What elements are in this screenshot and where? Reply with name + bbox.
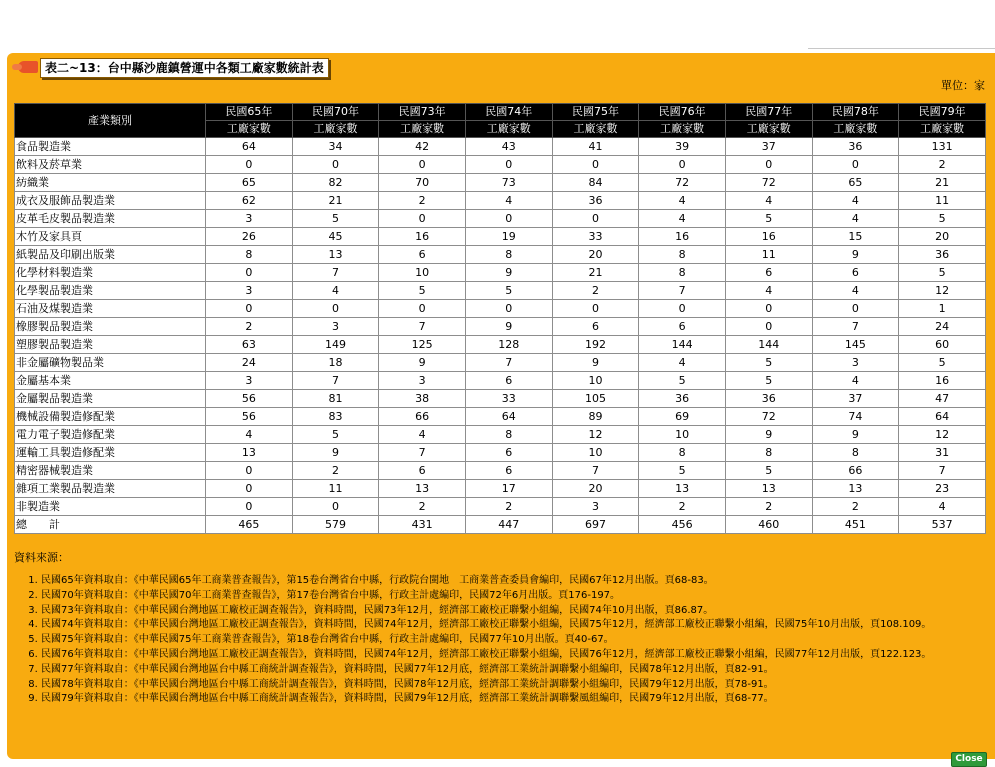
category-cell: 金屬基本業 bbox=[15, 372, 206, 390]
value-cell: 149 bbox=[292, 336, 379, 354]
value-cell: 8 bbox=[206, 246, 293, 264]
value-cell: 460 bbox=[725, 516, 812, 534]
table-row bbox=[15, 156, 986, 174]
value-cell: 4 bbox=[639, 192, 726, 210]
value-cell: 6 bbox=[725, 264, 812, 282]
source-item: 4. 民國74年資料取自：《中華民國台灣地區工廠校正調查報告》，資料時間，民國74年12月，經濟部工廠校正聯繫小組編，民國75年12月，經濟部工廠校正聯繫小組編，民國75年10月出版，頁108.109。 bbox=[41, 618, 995, 633]
value-cell: 0 bbox=[206, 156, 293, 174]
value-cell: 105 bbox=[552, 390, 639, 408]
close-button[interactable]: Close bbox=[951, 752, 987, 767]
table-row bbox=[15, 462, 986, 480]
value-cell: 9 bbox=[812, 246, 899, 264]
value-cell: 3 bbox=[206, 210, 293, 228]
value-cell: 34 bbox=[292, 138, 379, 156]
year-header: 民國70年 bbox=[292, 104, 379, 121]
value-cell: 0 bbox=[812, 156, 899, 174]
category-cell: 化學製品製造業 bbox=[15, 282, 206, 300]
value-cell: 65 bbox=[812, 174, 899, 192]
table-row bbox=[15, 210, 986, 228]
table-row bbox=[15, 444, 986, 462]
source-item: 8. 民國78年資料取自：《中華民國台灣地區台中縣工商統計調查報告》，資料時間，民國78年12月底，經濟部工業統計調聯繫小組編印，民國79年12月出版，頁78-91。 bbox=[41, 678, 995, 693]
value-cell: 8 bbox=[725, 444, 812, 462]
value-cell: 8 bbox=[639, 264, 726, 282]
value-cell: 8 bbox=[639, 246, 726, 264]
value-cell: 83 bbox=[292, 408, 379, 426]
category-cell: 化學材料製造業 bbox=[15, 264, 206, 282]
value-cell: 8 bbox=[812, 444, 899, 462]
tab-marker-icon bbox=[18, 61, 38, 73]
value-cell: 12 bbox=[899, 282, 986, 300]
value-cell: 579 bbox=[292, 516, 379, 534]
value-cell: 0 bbox=[552, 156, 639, 174]
value-cell: 7 bbox=[899, 462, 986, 480]
value-cell: 36 bbox=[899, 246, 986, 264]
value-cell: 5 bbox=[292, 210, 379, 228]
value-cell: 4 bbox=[206, 426, 293, 444]
value-cell: 4 bbox=[639, 210, 726, 228]
category-cell: 總 計 bbox=[15, 516, 206, 534]
value-cell: 36 bbox=[639, 390, 726, 408]
table-row bbox=[15, 264, 986, 282]
value-cell: 9 bbox=[812, 426, 899, 444]
value-cell: 3 bbox=[206, 282, 293, 300]
value-cell: 24 bbox=[206, 354, 293, 372]
value-cell: 73 bbox=[465, 174, 552, 192]
value-cell: 697 bbox=[552, 516, 639, 534]
value-cell: 7 bbox=[552, 462, 639, 480]
value-cell: 10 bbox=[639, 426, 726, 444]
category-cell: 木竹及家具頁 bbox=[15, 228, 206, 246]
value-cell: 0 bbox=[292, 498, 379, 516]
value-cell: 39 bbox=[639, 138, 726, 156]
value-cell: 13 bbox=[725, 480, 812, 498]
value-cell: 1 bbox=[899, 300, 986, 318]
value-cell: 0 bbox=[812, 300, 899, 318]
value-cell: 36 bbox=[725, 390, 812, 408]
value-cell: 21 bbox=[292, 192, 379, 210]
value-cell: 6 bbox=[379, 246, 466, 264]
value-cell: 131 bbox=[899, 138, 986, 156]
value-cell: 2 bbox=[292, 462, 379, 480]
value-cell: 21 bbox=[552, 264, 639, 282]
value-cell: 72 bbox=[725, 408, 812, 426]
value-cell: 8 bbox=[465, 426, 552, 444]
source-item: 2. 民國70年資料取自：《中華民國70年工商業普查報告》，第17卷台灣省台中縣，行政主計處編印，民國72年6月出版。頁176-197。 bbox=[41, 589, 995, 604]
category-cell: 非製造業 bbox=[15, 498, 206, 516]
value-cell: 0 bbox=[465, 156, 552, 174]
value-cell: 4 bbox=[639, 354, 726, 372]
value-cell: 36 bbox=[552, 192, 639, 210]
value-cell: 0 bbox=[465, 300, 552, 318]
value-cell: 41 bbox=[552, 138, 639, 156]
count-header: 工廠家數 bbox=[725, 121, 812, 138]
year-header: 民國73年 bbox=[379, 104, 466, 121]
source-item: 7. 民國77年資料取自：《中華民國台灣地區台中縣工商統計調查報告》，資料時間，民國77年12月底，經濟部工業統計調聯繫小組編印，民國78年12月出版，頁82-91。 bbox=[41, 663, 995, 678]
category-cell: 塑膠製品製造業 bbox=[15, 336, 206, 354]
value-cell: 5 bbox=[899, 354, 986, 372]
table-row bbox=[15, 192, 986, 210]
value-cell: 10 bbox=[379, 264, 466, 282]
category-cell: 食品製造業 bbox=[15, 138, 206, 156]
category-header: 產業類別 bbox=[15, 104, 206, 138]
value-cell: 66 bbox=[812, 462, 899, 480]
value-cell: 9 bbox=[292, 444, 379, 462]
value-cell: 62 bbox=[206, 192, 293, 210]
value-cell: 6 bbox=[465, 372, 552, 390]
value-cell: 2 bbox=[899, 156, 986, 174]
value-cell: 64 bbox=[899, 408, 986, 426]
category-cell: 運輸工具製造修配業 bbox=[15, 444, 206, 462]
value-cell: 6 bbox=[465, 444, 552, 462]
table-row bbox=[15, 390, 986, 408]
value-cell: 20 bbox=[552, 246, 639, 264]
value-cell: 23 bbox=[899, 480, 986, 498]
value-cell: 65 bbox=[206, 174, 293, 192]
table-row bbox=[15, 480, 986, 498]
value-cell: 81 bbox=[292, 390, 379, 408]
value-cell: 5 bbox=[639, 372, 726, 390]
value-cell: 5 bbox=[899, 210, 986, 228]
value-cell: 451 bbox=[812, 516, 899, 534]
value-cell: 10 bbox=[552, 444, 639, 462]
value-cell: 0 bbox=[292, 300, 379, 318]
value-cell: 72 bbox=[725, 174, 812, 192]
value-cell: 6 bbox=[812, 264, 899, 282]
value-cell: 64 bbox=[206, 138, 293, 156]
value-cell: 2 bbox=[812, 498, 899, 516]
value-cell: 60 bbox=[899, 336, 986, 354]
value-cell: 7 bbox=[292, 372, 379, 390]
table-body bbox=[15, 138, 986, 534]
value-cell: 0 bbox=[725, 156, 812, 174]
value-cell: 0 bbox=[725, 318, 812, 336]
value-cell: 18 bbox=[292, 354, 379, 372]
value-cell: 31 bbox=[899, 444, 986, 462]
count-header: 工廠家數 bbox=[292, 121, 379, 138]
source-item: 1. 民國65年資料取自：《中華民國65年工商業普查報告》，第15卷台灣省台中縣，行政院台閩地 工商業普查委員會編印，民國67年12月出版。頁68-83。 bbox=[41, 574, 995, 589]
value-cell: 4 bbox=[812, 372, 899, 390]
value-cell: 4 bbox=[812, 210, 899, 228]
table-row bbox=[15, 516, 986, 534]
category-cell: 紡織業 bbox=[15, 174, 206, 192]
value-cell: 64 bbox=[465, 408, 552, 426]
value-cell: 37 bbox=[725, 138, 812, 156]
count-header: 工廠家數 bbox=[812, 121, 899, 138]
value-cell: 6 bbox=[639, 318, 726, 336]
table-row bbox=[15, 372, 986, 390]
value-cell: 16 bbox=[725, 228, 812, 246]
table-row bbox=[15, 300, 986, 318]
value-cell: 5 bbox=[379, 282, 466, 300]
value-cell: 24 bbox=[899, 318, 986, 336]
year-header: 民國74年 bbox=[465, 104, 552, 121]
table-title: 表二~13：台中縣沙鹿鎮營運中各類工廠家數統計表 bbox=[40, 58, 329, 78]
value-cell: 84 bbox=[552, 174, 639, 192]
value-cell: 145 bbox=[812, 336, 899, 354]
year-header: 民國79年 bbox=[899, 104, 986, 121]
value-cell: 7 bbox=[639, 282, 726, 300]
value-cell: 0 bbox=[639, 156, 726, 174]
value-cell: 3 bbox=[206, 372, 293, 390]
category-cell: 飲料及菸草業 bbox=[15, 156, 206, 174]
value-cell: 33 bbox=[465, 390, 552, 408]
value-cell: 13 bbox=[292, 246, 379, 264]
value-cell: 7 bbox=[292, 264, 379, 282]
value-cell: 9 bbox=[465, 318, 552, 336]
value-cell: 37 bbox=[812, 390, 899, 408]
value-cell: 42 bbox=[379, 138, 466, 156]
sources-list bbox=[14, 574, 995, 707]
value-cell: 5 bbox=[725, 462, 812, 480]
value-cell: 5 bbox=[725, 210, 812, 228]
category-cell: 精密器械製造業 bbox=[15, 462, 206, 480]
category-cell: 金屬製品製造業 bbox=[15, 390, 206, 408]
value-cell: 89 bbox=[552, 408, 639, 426]
year-header: 民國78年 bbox=[812, 104, 899, 121]
table-row bbox=[15, 138, 986, 156]
unit-label: 單位：家 bbox=[941, 79, 985, 92]
value-cell: 17 bbox=[465, 480, 552, 498]
table-row bbox=[15, 318, 986, 336]
value-cell: 5 bbox=[639, 462, 726, 480]
sources-label: 資料來源： bbox=[14, 551, 69, 564]
value-cell: 16 bbox=[899, 372, 986, 390]
value-cell: 7 bbox=[379, 444, 466, 462]
value-cell: 69 bbox=[639, 408, 726, 426]
value-cell: 82 bbox=[292, 174, 379, 192]
factory-count-table bbox=[14, 103, 986, 534]
value-cell: 2 bbox=[465, 498, 552, 516]
value-cell: 74 bbox=[812, 408, 899, 426]
value-cell: 3 bbox=[552, 498, 639, 516]
value-cell: 3 bbox=[292, 318, 379, 336]
value-cell: 0 bbox=[292, 156, 379, 174]
value-cell: 56 bbox=[206, 390, 293, 408]
value-cell: 16 bbox=[639, 228, 726, 246]
value-cell: 9 bbox=[552, 354, 639, 372]
table-row bbox=[15, 246, 986, 264]
value-cell: 9 bbox=[379, 354, 466, 372]
top-divider bbox=[808, 48, 995, 49]
category-cell: 成衣及服飾品製造業 bbox=[15, 192, 206, 210]
value-cell: 70 bbox=[379, 174, 466, 192]
value-cell: 0 bbox=[206, 480, 293, 498]
value-cell: 45 bbox=[292, 228, 379, 246]
year-header: 民國65年 bbox=[206, 104, 293, 121]
category-cell: 非金屬礦物製品業 bbox=[15, 354, 206, 372]
value-cell: 4 bbox=[379, 426, 466, 444]
value-cell: 8 bbox=[639, 444, 726, 462]
value-cell: 63 bbox=[206, 336, 293, 354]
value-cell: 128 bbox=[465, 336, 552, 354]
value-cell: 20 bbox=[552, 480, 639, 498]
value-cell: 66 bbox=[379, 408, 466, 426]
value-cell: 43 bbox=[465, 138, 552, 156]
value-cell: 144 bbox=[725, 336, 812, 354]
value-cell: 2 bbox=[379, 498, 466, 516]
value-cell: 5 bbox=[899, 264, 986, 282]
value-cell: 47 bbox=[899, 390, 986, 408]
value-cell: 9 bbox=[725, 426, 812, 444]
value-cell: 15 bbox=[812, 228, 899, 246]
value-cell: 20 bbox=[899, 228, 986, 246]
source-item: 3. 民國73年資料取自：《中華民國台灣地區工廠校正調查報告》，資料時間，民國73年12月，經濟部工廠校正聯繫小組編，民國74年10月出版，頁86.87。 bbox=[41, 604, 995, 619]
year-header: 民國77年 bbox=[725, 104, 812, 121]
value-cell: 192 bbox=[552, 336, 639, 354]
count-header: 工廠家數 bbox=[552, 121, 639, 138]
value-cell: 36 bbox=[812, 138, 899, 156]
value-cell: 4 bbox=[725, 192, 812, 210]
value-cell: 12 bbox=[552, 426, 639, 444]
value-cell: 5 bbox=[465, 282, 552, 300]
table-row bbox=[15, 282, 986, 300]
value-cell: 2 bbox=[552, 282, 639, 300]
value-cell: 4 bbox=[812, 192, 899, 210]
value-cell: 6 bbox=[465, 462, 552, 480]
table-row bbox=[15, 498, 986, 516]
value-cell: 465 bbox=[206, 516, 293, 534]
table-row bbox=[15, 228, 986, 246]
value-cell: 13 bbox=[206, 444, 293, 462]
value-cell: 0 bbox=[206, 264, 293, 282]
value-cell: 125 bbox=[379, 336, 466, 354]
value-cell: 144 bbox=[639, 336, 726, 354]
value-cell: 7 bbox=[379, 318, 466, 336]
value-cell: 9 bbox=[465, 264, 552, 282]
year-header: 民國76年 bbox=[639, 104, 726, 121]
value-cell: 10 bbox=[552, 372, 639, 390]
value-cell: 0 bbox=[465, 210, 552, 228]
value-cell: 4 bbox=[899, 498, 986, 516]
value-cell: 537 bbox=[899, 516, 986, 534]
value-cell: 2 bbox=[639, 498, 726, 516]
category-cell: 石油及煤製造業 bbox=[15, 300, 206, 318]
header-row-years bbox=[15, 104, 986, 121]
value-cell: 13 bbox=[379, 480, 466, 498]
count-header: 工廠家數 bbox=[379, 121, 466, 138]
year-header: 民國75年 bbox=[552, 104, 639, 121]
value-cell: 56 bbox=[206, 408, 293, 426]
value-cell: 2 bbox=[725, 498, 812, 516]
value-cell: 4 bbox=[465, 192, 552, 210]
value-cell: 0 bbox=[379, 156, 466, 174]
value-cell: 0 bbox=[206, 462, 293, 480]
value-cell: 13 bbox=[812, 480, 899, 498]
category-cell: 雜項工業製品製造業 bbox=[15, 480, 206, 498]
table-header bbox=[15, 104, 986, 138]
value-cell: 5 bbox=[725, 372, 812, 390]
value-cell: 5 bbox=[292, 426, 379, 444]
category-cell: 電力電子製造修配業 bbox=[15, 426, 206, 444]
count-header: 工廠家數 bbox=[899, 121, 986, 138]
value-cell: 0 bbox=[206, 498, 293, 516]
value-cell: 0 bbox=[379, 300, 466, 318]
value-cell: 19 bbox=[465, 228, 552, 246]
value-cell: 6 bbox=[379, 462, 466, 480]
value-cell: 3 bbox=[379, 372, 466, 390]
value-cell: 0 bbox=[552, 300, 639, 318]
value-cell: 0 bbox=[639, 300, 726, 318]
count-header: 工廠家數 bbox=[465, 121, 552, 138]
value-cell: 4 bbox=[292, 282, 379, 300]
value-cell: 456 bbox=[639, 516, 726, 534]
value-cell: 2 bbox=[206, 318, 293, 336]
value-cell: 4 bbox=[725, 282, 812, 300]
value-cell: 3 bbox=[812, 354, 899, 372]
value-cell: 4 bbox=[812, 282, 899, 300]
value-cell: 8 bbox=[465, 246, 552, 264]
value-cell: 38 bbox=[379, 390, 466, 408]
source-item: 9. 民國79年資料取自：《中華民國台灣地區台中縣工商統計調查報告》，資料時間，民國79年12月底，經濟部工業統計調聯繫風組編印，民國79年12月出版，頁68-77。 bbox=[41, 692, 995, 707]
value-cell: 21 bbox=[899, 174, 986, 192]
value-cell: 13 bbox=[639, 480, 726, 498]
value-cell: 33 bbox=[552, 228, 639, 246]
value-cell: 7 bbox=[812, 318, 899, 336]
value-cell: 12 bbox=[899, 426, 986, 444]
category-cell: 橡膠製品製造業 bbox=[15, 318, 206, 336]
value-cell: 16 bbox=[379, 228, 466, 246]
value-cell: 0 bbox=[379, 210, 466, 228]
count-header: 工廠家數 bbox=[639, 121, 726, 138]
category-cell: 機械設備製造修配業 bbox=[15, 408, 206, 426]
category-cell: 紙製品及印刷出版業 bbox=[15, 246, 206, 264]
value-cell: 26 bbox=[206, 228, 293, 246]
count-header: 工廠家數 bbox=[206, 121, 293, 138]
table-row bbox=[15, 174, 986, 192]
source-item: 5. 民國75年資料取自：《中華民國75年工商業普查報告》，第18卷台灣省台中縣，行政主計處編印，民國77年10月出版。頁40-67。 bbox=[41, 633, 995, 648]
value-cell: 447 bbox=[465, 516, 552, 534]
value-cell: 431 bbox=[379, 516, 466, 534]
value-cell: 0 bbox=[552, 210, 639, 228]
value-cell: 6 bbox=[552, 318, 639, 336]
value-cell: 5 bbox=[725, 354, 812, 372]
value-cell: 11 bbox=[292, 480, 379, 498]
table-row bbox=[15, 408, 986, 426]
value-cell: 11 bbox=[725, 246, 812, 264]
category-cell: 皮革毛皮製品製造業 bbox=[15, 210, 206, 228]
value-cell: 0 bbox=[206, 300, 293, 318]
value-cell: 0 bbox=[725, 300, 812, 318]
table-row bbox=[15, 336, 986, 354]
value-cell: 2 bbox=[379, 192, 466, 210]
value-cell: 11 bbox=[899, 192, 986, 210]
table-row bbox=[15, 354, 986, 372]
value-cell: 72 bbox=[639, 174, 726, 192]
source-item: 6. 民國76年資料取自：《中華民國台灣地區工廠校正調查報告》，資料時間，民國74年12月，經濟部工廠校正聯繫小組編，民國76年12月，經濟部工廠校正聯繫小組編，民國77年12月出版，頁122.123。 bbox=[41, 648, 995, 663]
table-row bbox=[15, 426, 986, 444]
value-cell: 7 bbox=[465, 354, 552, 372]
